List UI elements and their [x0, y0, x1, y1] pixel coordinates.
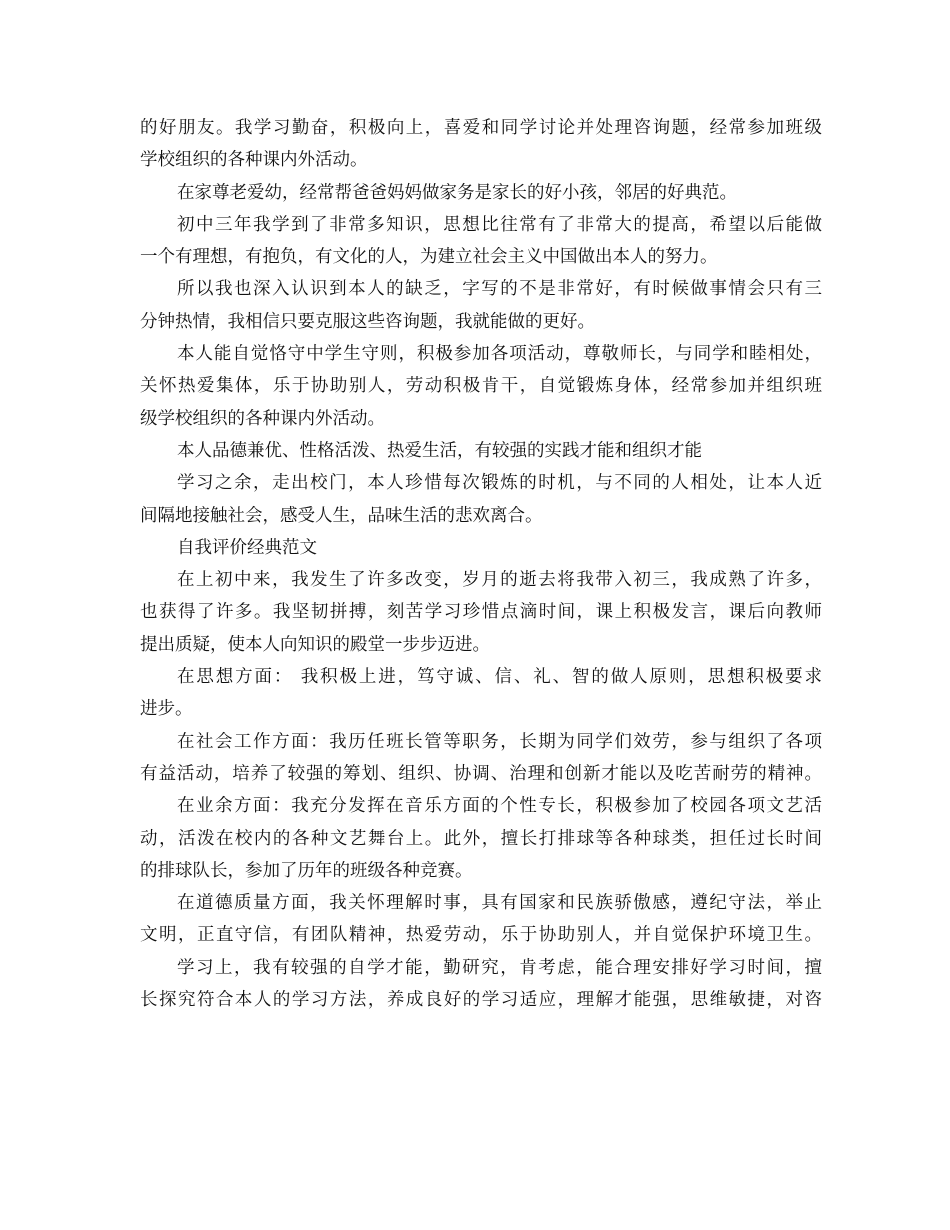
text-line: 一个有理想，有抱负，有文化的人，为建立社会主义中国做出本人的努力。	[140, 247, 718, 268]
paragraph-start: 在上初中来，我发生了许多改变，岁月的逝去将我带入初三，我成熟了许多，	[177, 570, 822, 591]
text-line: 间隔地接触社会，感受人生，品味生活的悲欢离合。	[140, 505, 543, 526]
paragraph-start: 在道德质量方面，我关怀理解时事，具有国家和民族骄傲感，遵纪守法，举止	[177, 893, 822, 914]
section-heading: 自我评价经典范文	[177, 537, 317, 558]
paragraph-start: 本人能自觉恪守中学生守则，积极参加各项活动，尊敬师长，与同学和睦相处，	[177, 344, 822, 365]
paragraph-start: 在业余方面：我充分发挥在音乐方面的个性专长，积极参加了校园各项文艺活	[177, 796, 822, 817]
paragraph-start: 初中三年我学到了非常多知识，思想比往常有了非常大的提高，希望以后能做	[177, 214, 822, 235]
paragraph-start: 学习之余，走出校门，本人珍惜每次锻炼的时机，与不同的人相处，让本人近	[177, 473, 822, 494]
text-line: 也获得了许多。我坚韧拼搏，刻苦学习珍惜点滴时间，课上积极发言，课后向教师	[140, 602, 822, 623]
text-line: 学校组织的各种课内外活动。	[140, 150, 368, 171]
text-line: 的排球队长，参加了历年的班级各种竞赛。	[140, 860, 473, 881]
text-line: 文明，正直守信，有团队精神，热爱劳动，乐于协助别人，并自觉保护环境卫生。	[140, 925, 822, 946]
paragraph-start: 在社会工作方面：我历任班长管等职务，长期为同学们效劳，参与组织了各项	[177, 731, 822, 752]
paragraph-start: 在思想方面： 我积极上进，笃守诚、信、礼、智的做人原则，思想积极要求	[177, 667, 822, 688]
text-line: 提出质疑，使本人向知识的殿堂一步步迈进。	[140, 634, 490, 655]
text-line: 关怀热爱集体，乐于协助别人，劳动积极肯干，自觉锻炼身体，经常参加并组织班	[140, 376, 822, 397]
paragraph-start: 本人品德兼优、性格活泼、热爱生活，有较强的实践才能和组织才能	[177, 440, 702, 461]
text-line: 长探究符合本人的学习方法，养成良好的学习适应，理解才能强，思维敏捷，对咨	[140, 990, 822, 1011]
document-body	[140, 112, 822, 1016]
paragraph-start: 所以我也深入认识到本人的缺乏，字写的不是非常好，有时候做事情会只有三	[177, 279, 822, 300]
text-line: 分钟热情，我相信只要克服这些咨询题，我就能做的更好。	[140, 311, 595, 332]
paragraph-start: 在家尊老爱幼，经常帮爸爸妈妈做家务是家长的好小孩，邻居的好典范。	[177, 182, 737, 203]
text-line: 级学校组织的各种课内外活动。	[140, 408, 385, 429]
paragraph-start: 学习上，我有较强的自学才能，勤研究，肯考虑，能合理安排好学习时间，擅	[177, 957, 822, 978]
text-line: 进步。	[140, 699, 193, 720]
text-line: 的好朋友。我学习勤奋，积极向上，喜爱和同学讨论并处理咨询题，经常参加班级	[140, 118, 822, 138]
text-line: 动，活泼在校内的各种文艺舞台上。此外，擅长打排球等各种球类，担任过长时间	[140, 828, 822, 849]
text-line: 有益活动，培养了较强的筹划、组织、协调、治理和创新才能以及吃苦耐劳的精神。	[140, 763, 822, 784]
